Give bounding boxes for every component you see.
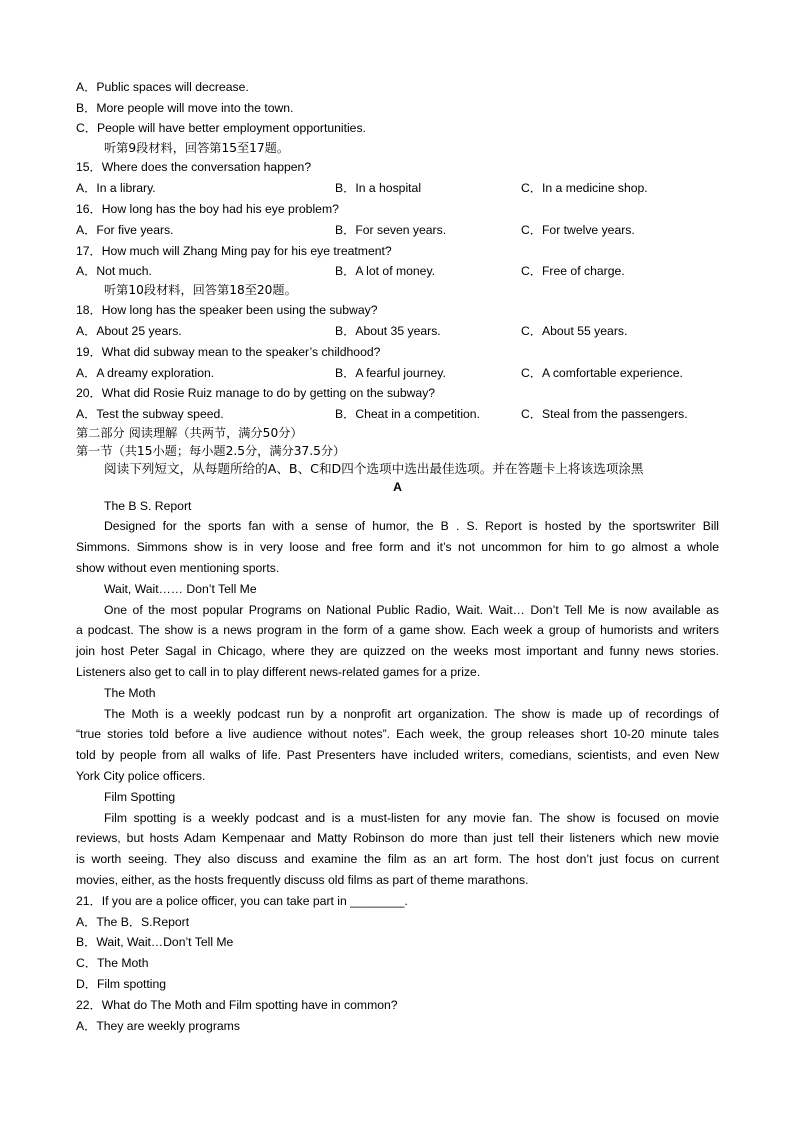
options-row-18 bbox=[76, 323, 719, 339]
paragraph-line: “true stories told before a live audience without notes”. Each week, the group releases short 10-20 minute tales bbox=[76, 727, 719, 741]
part2-heading: 第二部分 阅读理解（共两节，满分50分） bbox=[76, 426, 303, 440]
question-19: 19．What did subway mean to the speaker’s childhood? bbox=[76, 345, 381, 359]
paragraph-line: show without even mentioning sports. bbox=[76, 561, 280, 575]
option-c: C．For twelve years. bbox=[521, 223, 635, 237]
paragraph-line: Film spotting is a weekly podcast and is a must-listen for any movie fan. The show is focused on movie bbox=[104, 811, 719, 825]
option-b: B．About 35 years. bbox=[335, 324, 441, 338]
paragraph-line: The Moth is a weekly podcast run by a nonprofit art organization. The show is made up of recordings of bbox=[104, 707, 719, 721]
option-b: B．A lot of money. bbox=[335, 264, 436, 278]
option-a: A．Test the subway speed. bbox=[76, 407, 224, 421]
option-line: A．Public spaces will decrease. bbox=[76, 80, 249, 94]
options-row-19 bbox=[76, 365, 719, 381]
section9-note: 听第9段材料，回答第15至17题。 bbox=[104, 141, 290, 155]
option-a: A．Not much. bbox=[76, 264, 152, 278]
passage-title-3: The Moth bbox=[104, 686, 156, 700]
option-line: B．Wait, Wait…Don’t Tell Me bbox=[76, 935, 234, 949]
reading-instruction: 阅读下列短文，从每题所给的A、B、C和D四个选项中选出最佳选项。并在答题卡上将该选项涂黑 bbox=[104, 461, 644, 476]
paragraph-line: told by people from all walks of life. Past Presenters have included writers, comedians, scientists, and even New bbox=[76, 748, 719, 762]
paragraph-line: Designed for the sports fan with a sense of humor, the B . S. Report is hosted by the sportswriter Bill bbox=[104, 519, 719, 533]
option-c: C．Steal from the passengers. bbox=[521, 407, 688, 421]
option-a: A．For five years. bbox=[76, 223, 174, 237]
question-18: 18．How long has the speaker been using the subway? bbox=[76, 303, 378, 317]
question-15: 15．Where does the conversation happen? bbox=[76, 160, 312, 174]
options-row-16 bbox=[76, 222, 719, 238]
passage-letter: A bbox=[393, 480, 402, 494]
part2-section1: 第一节（共15小题；每小题2.5分，满分37.5分） bbox=[76, 444, 346, 458]
section10-note: 听第10段材料，回答第18至20题。 bbox=[104, 283, 297, 297]
option-b: B．In a hospital bbox=[335, 181, 422, 195]
option-c: C．A comfortable experience. bbox=[521, 366, 683, 380]
question-20: 20．What did Rosie Ruiz manage to do by getting on the subway? bbox=[76, 386, 436, 400]
option-b: B．For seven years. bbox=[335, 223, 447, 237]
passage-title-1: The B S. Report bbox=[104, 499, 192, 513]
paragraph-line: is worth seeing. They also discuss and examine the film as an art form. The host don’t just focus on current bbox=[76, 852, 719, 866]
option-b: B．A fearful journey. bbox=[335, 366, 446, 380]
question-22: 22．What do The Moth and Film spotting have in common? bbox=[76, 998, 398, 1012]
option-a: A．In a library. bbox=[76, 181, 156, 195]
paragraph-line: Listeners also get to call in to play different news-related games for a prize. bbox=[76, 665, 481, 679]
option-c: C．About 55 years. bbox=[521, 324, 628, 338]
paragraph-line: reviews, but hosts Adam Kempenaar and Matty Robinson do more than just tell their listeners which new movie bbox=[76, 831, 719, 845]
option-line: A．The B．S.Report bbox=[76, 915, 190, 929]
option-line: C．The Moth bbox=[76, 956, 149, 970]
paragraph-line: One of the most popular Programs on National Public Radio, Wait. Wait… Don’t Tell Me is now available as bbox=[104, 603, 719, 617]
question-21: 21．If you are a police officer, you can take part in ________. bbox=[76, 894, 408, 908]
paragraph-line: York City police officers. bbox=[76, 769, 206, 783]
passage-title-2: Wait, Wait…… Don’t Tell Me bbox=[104, 582, 257, 596]
option-line: D．Film spotting bbox=[76, 977, 167, 991]
paragraph-line: a podcast. The show is a news program in the form of a game show. Each week a group of humorists and writers bbox=[76, 623, 719, 637]
paragraph-line: Simmons. Simmons show is in very loose and free form and it’s not uncommon for him to go almost a whole bbox=[76, 540, 719, 554]
options-row-15 bbox=[76, 180, 719, 196]
options-row-17 bbox=[76, 263, 719, 279]
option-line: C．People will have better employment opportunities. bbox=[76, 121, 366, 135]
paragraph-line: movies, either, as the hosts frequently discuss old films as part of theme marathons. bbox=[76, 873, 529, 887]
option-line: A．They are weekly programs bbox=[76, 1019, 240, 1033]
question-16: 16．How long has the boy had his eye problem? bbox=[76, 202, 339, 216]
option-b: B．Cheat in a competition. bbox=[335, 407, 480, 421]
options-row-20 bbox=[76, 406, 719, 422]
question-17: 17．How much will Zhang Ming pay for his eye treatment? bbox=[76, 244, 392, 258]
paragraph-line: join host Peter Sagal in Chicago, where they are quizzed on the weeks most important and funny news stories. bbox=[76, 644, 719, 658]
option-a: A．A dreamy exploration. bbox=[76, 366, 215, 380]
option-a: A．About 25 years. bbox=[76, 324, 182, 338]
option-c: C．In a medicine shop. bbox=[521, 181, 648, 195]
passage-title-4: Film Spotting bbox=[104, 790, 176, 804]
option-c: C．Free of charge. bbox=[521, 264, 625, 278]
option-line: B．More people will move into the town. bbox=[76, 101, 294, 115]
